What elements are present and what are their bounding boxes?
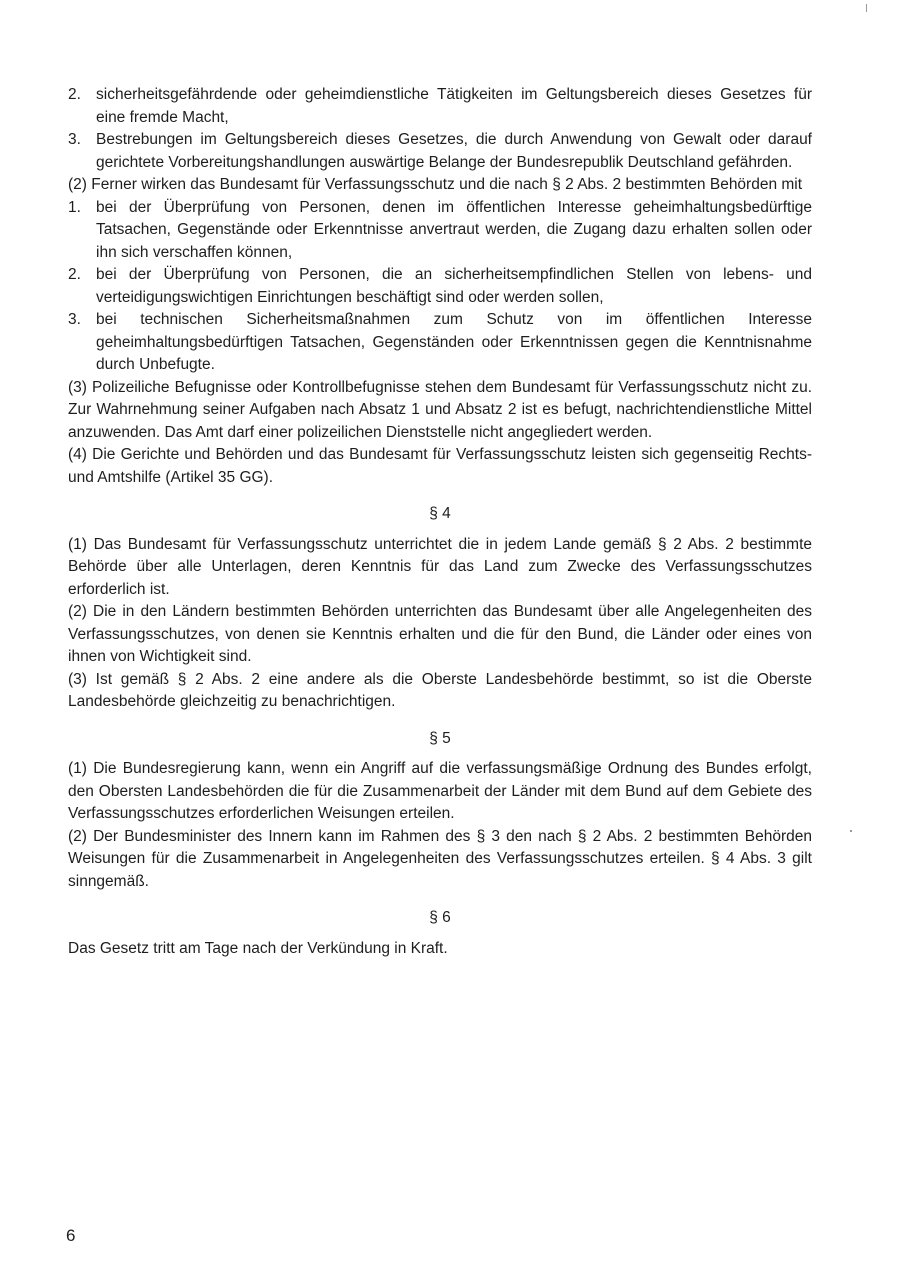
- scan-speck: [866, 4, 867, 12]
- paragraph: (4) Die Gerichte und Behörden und das Bundesamt für Verfassungsschutz leisten sich gegenseitig Rechts- und Amtshilfe (Artikel 35 GG).: [68, 446, 812, 486]
- list-number: 2.: [68, 266, 81, 283]
- paragraph: (2) Ferner wirken das Bundesamt für Verfassungsschutz und die nach § 2 Abs. 2 bestimmten Behörden mit: [68, 176, 803, 193]
- paragraph: (1) Das Bundesamt für Verfassungsschutz unterrichtet die in jedem Lande gemäß § 2 Abs. 2 bestimmte Behörde über alle Unterlagen, deren Kenntnis für das Land zum Zwecke des Verfassungsschutzes erforderlich ist.: [68, 535, 812, 598]
- document-body: [68, 84, 812, 960]
- list-item: [68, 129, 812, 174]
- paragraph: (2) Der Bundesminister des Innern kann im Rahmen des § 3 den nach § 2 Abs. 2 bestimmten Behörden Weisungen für die Zusammenarbeit in Angelegenheiten des Verfassungsschutzes erteilen. § 4 Abs. 3 gilt sinngemäß.: [68, 827, 812, 890]
- section-heading: § 6: [429, 909, 451, 926]
- paragraph: (1) Die Bundesregierung kann, wenn ein Angriff auf die verfassungsmäßige Ordnung des Bundes erfolgt, den Obersten Landesbehörden die für die Zusammenarbeit der Länder mit dem Bund auf dem Gebiete des Verfassungsschutzes erforderlichen Weisungen erteilen.: [68, 760, 812, 822]
- list-number: 1.: [68, 198, 81, 216]
- list-item: [68, 84, 812, 129]
- list-text: Bestrebungen im Geltungsbereich dieses Gesetzes, die durch Anwendung von Gewalt oder darauf gerichtete Vorbereitungshandlungen auswärtige Belange der Bundesrepublik Deutschland gefährden.: [96, 131, 812, 171]
- page-number: 6: [66, 1226, 76, 1245]
- paragraph: (3) Polizeiliche Befugnisse oder Kontrollbefugnisse stehen dem Bundesamt für Verfassungsschutz nicht zu. Zur Wahrnehmung seiner Aufgaben nach Absatz 1 und Absatz 2 ist es befugt, nachrichtendienstliche Mittel anzuwenden. Das Amt darf einer polizeilichen Dienststelle nicht angegliedert werden.: [68, 378, 812, 441]
- list-text: sicherheitsgefährdende oder geheimdienstliche Tätigkeiten im Geltungsbereich dieses Gesetzes für eine fremde Macht,: [96, 86, 812, 126]
- list-item: [68, 197, 812, 265]
- list-number: 3.: [68, 311, 81, 328]
- section-heading: § 5: [429, 729, 451, 747]
- list-number: 3.: [68, 131, 81, 148]
- list-number: 2.: [68, 86, 81, 103]
- list-text: bei der Überprüfung von Personen, die an sicherheitsempfindlichen Stellen von lebens- und verteidigungswichtigen Einrichtungen beschäftigt sind oder werden sollen,: [96, 266, 812, 306]
- section-heading: § 4: [429, 505, 451, 522]
- paragraph: (2) Die in den Ländern bestimmten Behörden unterrichten das Bundesamt über alle Angelegenheiten des Verfassungsschutzes, von denen sie Kenntnis erhalten und die für den Bund, die Länder oder eines von ihnen von Wichtigkeit sind.: [68, 603, 812, 665]
- paragraph: (3) Ist gemäß § 2 Abs. 2 eine andere als die Oberste Landesbehörde bestimmt, so ist die Oberste Landesbehörde gleichzeitig zu benachrichtigen.: [68, 670, 812, 710]
- scan-speck: [850, 830, 852, 832]
- paragraph: Das Gesetz tritt am Tage nach der Verkündung in Kraft.: [68, 939, 448, 957]
- list-item: [68, 309, 812, 377]
- list-text: bei der Überprüfung von Personen, denen im öffentlichen Interesse geheimhaltungsbedürftige Tatsachen, Gegenstände oder Erkenntnisse anvertraut werden, die Zugang dazu erhalten sollen oder ihn sich verschaffen können,: [96, 198, 812, 261]
- list-item: [68, 264, 812, 309]
- list-text: bei technischen Sicherheitsmaßnahmen zum Schutz von im öffentlichen Interesse geheimhaltungsbedürftigen Tatsachen, Gegenständen oder Erkenntnissen gegen die Kenntnisnahme durch Unbefugte.: [96, 311, 812, 373]
